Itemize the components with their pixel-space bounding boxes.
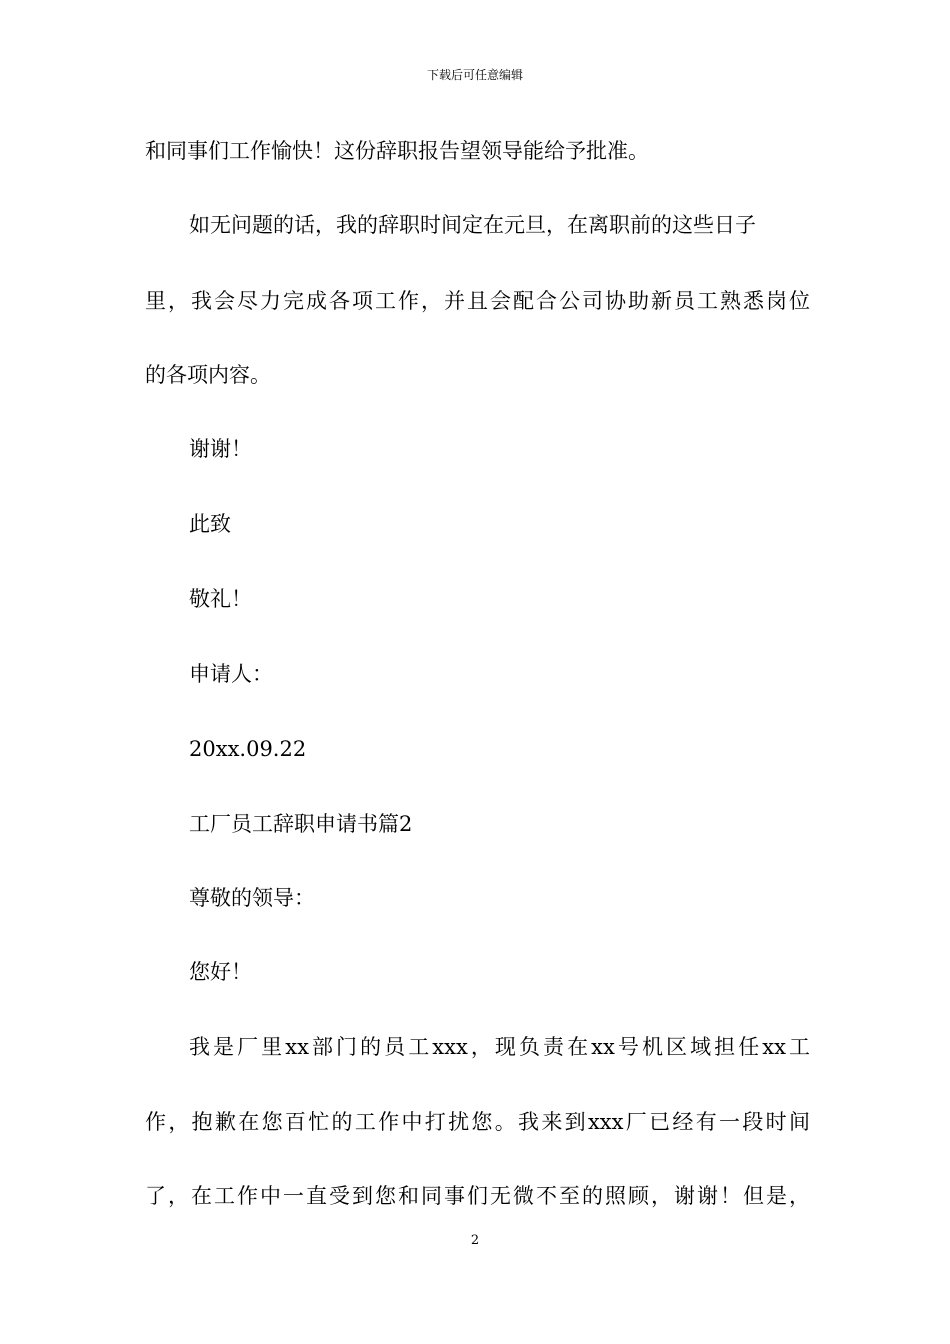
paragraph-line-4: 的各项内容。 xyxy=(145,363,271,387)
paragraph2-line-1: 我是厂里xx部门的员工xxx，现负责在xx号机区域担任xx工 xyxy=(189,1035,810,1059)
salutation-cizhi: 此致 xyxy=(189,512,231,536)
page-number: 2 xyxy=(470,1233,480,1248)
page-header: 下载后可任意编辑 xyxy=(426,68,523,82)
greeting-leader: 尊敬的领导： xyxy=(189,886,315,910)
paragraph-line-3: 里，我会尽力完成各项工作，并且会配合公司协助新员工熟悉岗位 xyxy=(145,289,810,313)
section-title: 工厂员工辞职申请书篇2 xyxy=(189,812,413,836)
applicant-label: 申请人： xyxy=(189,662,273,686)
date-line: 20xx.09.22 xyxy=(189,737,307,761)
greeting-hello: 您好！ xyxy=(189,960,252,984)
paragraph-line-1: 和同事们工作愉快！这份辞职报告望领导能给予批准。 xyxy=(145,139,649,163)
paragraph2-line-3: 了，在工作中一直受到您和同事们无微不至的照顾，谢谢！但是， xyxy=(145,1184,810,1208)
paragraph2-line-2: 作，抱歉在您百忙的工作中打扰您。我来到xxx厂已经有一段时间 xyxy=(145,1110,810,1134)
salutation-jingli: 敬礼！ xyxy=(189,587,252,611)
thanks-line: 谢谢！ xyxy=(189,437,252,461)
paragraph-line-2: 如无问题的话，我的辞职时间定在元旦，在离职前的这些日子 xyxy=(189,213,756,237)
